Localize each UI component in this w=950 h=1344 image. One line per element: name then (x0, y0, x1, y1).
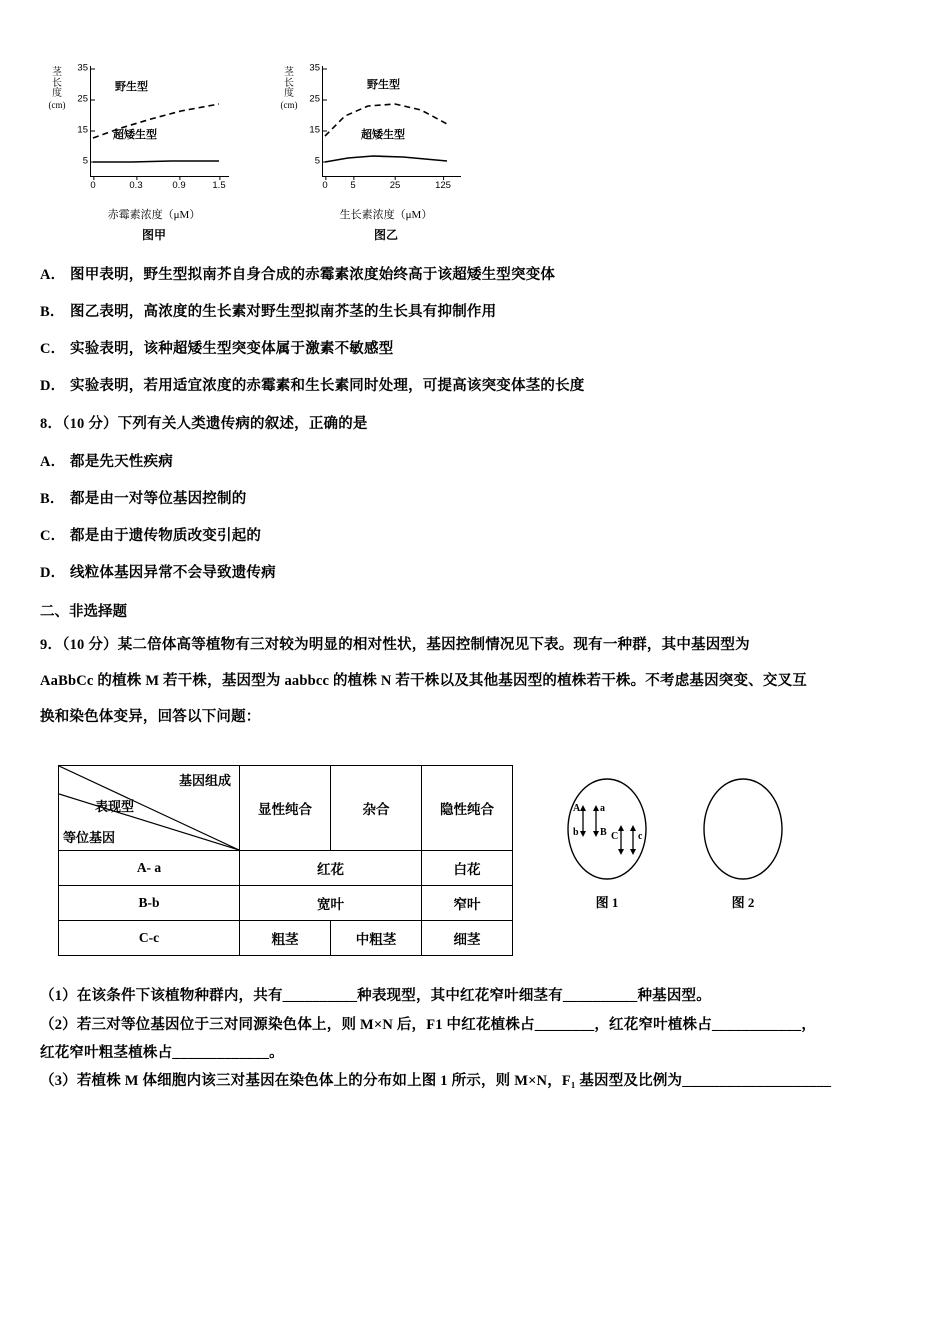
xtick-3: 1.5 (212, 176, 225, 191)
ytick-15: 15 (77, 125, 91, 136)
figure-jia-area (44, 60, 240, 191)
cell-diagrams (559, 777, 791, 911)
figure-1-caption: 图 1 (595, 895, 619, 911)
table-row (59, 851, 513, 886)
column-header-dominant-homozygous: 显性纯合 (240, 766, 331, 851)
figure-yi (276, 60, 476, 243)
ylabel-char-1: 茎 (52, 67, 62, 78)
label-A: A (573, 803, 581, 815)
header-phenotype: 表现型 (95, 799, 135, 815)
xtick-1: 0.3 (129, 176, 142, 191)
option-lead: D． (40, 378, 66, 395)
table-and-figures (58, 765, 912, 956)
xtick-2: 0.9 (172, 176, 185, 191)
curve-label-dwarf: 超矮生型 (113, 129, 157, 141)
cell-thin-stem: 细茎 (422, 921, 513, 956)
ylabel-char-1: 茎 (284, 67, 294, 78)
cell-red-flower: 红花 (240, 851, 422, 886)
option-lead: A． (40, 453, 66, 470)
option-lead: B． (40, 490, 65, 507)
option-lead: A． (40, 267, 66, 283)
ylabel-unit: (cm) (48, 99, 66, 110)
cell-white-flower: 白花 (422, 851, 513, 886)
ytick-15: 15 (309, 125, 323, 136)
ytick-25: 25 (309, 94, 323, 105)
option-text: 实验表明，该种超矮生型突变体属于激素不敏感型 (70, 341, 394, 358)
xtick-3: 125 (435, 176, 451, 191)
xtick-0: 0 (90, 176, 95, 191)
column-header-recessive-homozygous: 隐性纯合 (422, 766, 513, 851)
label-a: a (600, 803, 605, 815)
figure-1-cell (559, 777, 655, 883)
xtick-1: 5 (350, 176, 355, 191)
ytick-5: 5 (315, 156, 323, 167)
q8-option-a (40, 452, 912, 473)
figure-jia-caption: 图甲 (141, 228, 166, 242)
ylabel-char-3: 度 (52, 88, 62, 99)
ytick-35: 35 (77, 63, 91, 74)
figure-yi-plot (309, 62, 461, 191)
section-2-title: 二、非选择题 (40, 603, 127, 620)
cell-thick-stem: 粗茎 (240, 921, 331, 956)
figure-1-wrap (559, 777, 655, 911)
column-header-heterozygous: 杂合 (331, 766, 422, 851)
q8-option-c (40, 526, 912, 547)
cell-medium-stem: 中粗茎 (331, 921, 422, 956)
q7-option-d (40, 376, 912, 397)
figure-yi-ylabel (276, 68, 302, 111)
q7-option-b (40, 302, 912, 323)
option-text: 线粒体基因异常不会导致遗传病 (70, 564, 276, 581)
figure-jia-xlabel: 赤霉素浓度（μM） (107, 209, 201, 221)
cell-narrow-leaf: 窄叶 (422, 886, 513, 921)
xtick-0: 0 (322, 176, 327, 191)
ylabel-char-2: 长 (52, 77, 62, 89)
option-lead: D． (40, 564, 66, 581)
q7-option-c (40, 339, 912, 360)
ytick-5: 5 (83, 156, 91, 167)
q8-option-b (40, 489, 912, 510)
figure-yi-area (276, 60, 472, 191)
ylabel-unit: (cm) (280, 99, 298, 110)
option-text: 都是由于遗传物质改变引起的 (70, 527, 262, 544)
option-lead: C． (40, 341, 66, 358)
table-header-row (59, 766, 513, 851)
q9-line-3: 换和染色体变异，回答以下问题： (40, 709, 261, 726)
figure-2-wrap (695, 777, 791, 911)
label-B: B (600, 827, 607, 839)
option-text: 都是由一对等位基因控制的 (70, 490, 247, 507)
ylabel-char-3: 度 (284, 88, 294, 99)
figure-yi-xlabel: 生长素浓度（μM） (339, 209, 433, 221)
ytick-25: 25 (77, 94, 91, 105)
label-c: c (638, 831, 643, 843)
sub-question-2-line-2: 红花窄叶粗茎植株占_____________。 (40, 1044, 284, 1061)
q8-option-d (40, 563, 912, 584)
charts-row (44, 60, 912, 243)
label-b: b (573, 827, 579, 839)
figure-jia (44, 60, 244, 243)
figure-jia-ylabel (44, 68, 70, 111)
figure-jia-curves (91, 66, 229, 176)
genetics-table (58, 765, 513, 956)
ylabel-char-2: 长 (284, 77, 294, 89)
row-gene-B: B-b (59, 886, 240, 921)
figure-yi-caption: 图乙 (373, 228, 398, 242)
row-gene-A: A- a (59, 851, 240, 886)
q9-line-1: 9．（10 分）某二倍体高等植物有三对较为明显的相对性状，基因控制情况见下表。现有一种群，其中基因型为 (40, 636, 750, 653)
curve-label-wildtype: 野生型 (367, 79, 400, 91)
q9-line-2: AaBbCc 的植株 M 若干株，基因型为 aabbcc 的植株 N 若干株以及其他基因型的植株若干株。不考虑基因突变、交叉互 (40, 672, 807, 689)
header-basis-composition: 基因组成 (178, 773, 231, 789)
option-lead: B． (40, 304, 65, 321)
option-lead: C． (40, 527, 66, 544)
curve-label-dwarf: 超矮生型 (361, 129, 405, 141)
table-row (59, 886, 513, 921)
option-text: 图甲表明，野生型拟南芥自身合成的赤霉素浓度始终高于该超矮生型突变体 (70, 267, 556, 283)
option-text: 都是先天性疾病 (70, 453, 173, 470)
xtick-2: 25 (390, 176, 401, 191)
ytick-35: 35 (309, 63, 323, 74)
row-gene-C: C-c (59, 921, 240, 956)
q8-stem: 8．（10 分）下列有关人类遗传病的叙述，正确的是 (40, 416, 368, 433)
header-corner-cell (59, 766, 240, 851)
cell-wide-leaf: 宽叶 (240, 886, 422, 921)
label-C: C (611, 831, 619, 843)
sub-question-2-line-1: （2）若三对等位基因位于三对同源染色体上，则 M×N 后，F1 中红花植株占________，红花窄叶植株占____________， (40, 1016, 817, 1033)
header-allele: 等位基因 (63, 830, 116, 846)
figure-jia-plot (77, 62, 229, 191)
figure-2-cell (695, 777, 791, 883)
sub-question-1: （1）在该条件下该植物种群内，共有__________种表现型，其中红花窄叶细茎有__________种基因型。 (40, 988, 711, 1005)
option-text: 图乙表明，高浓度的生长素对野生型拟南芥茎的生长具有抑制作用 (70, 304, 497, 321)
figure-2-caption: 图 2 (731, 895, 755, 911)
q7-option-a (40, 265, 912, 286)
curve-label-wildtype: 野生型 (115, 81, 148, 93)
option-text: 实验表明，若用适宜浓度的赤霉素和生长素同时处理，可提高该突变体茎的长度 (70, 378, 585, 395)
sub-question-3: （3）若植株 M 体细胞内该三对基因在染色体上的分布如上图 1 所示，则 M×N，F₁ 基因型及比例为____________________ (40, 1073, 832, 1090)
page-content (40, 60, 912, 1095)
table-row (59, 921, 513, 956)
